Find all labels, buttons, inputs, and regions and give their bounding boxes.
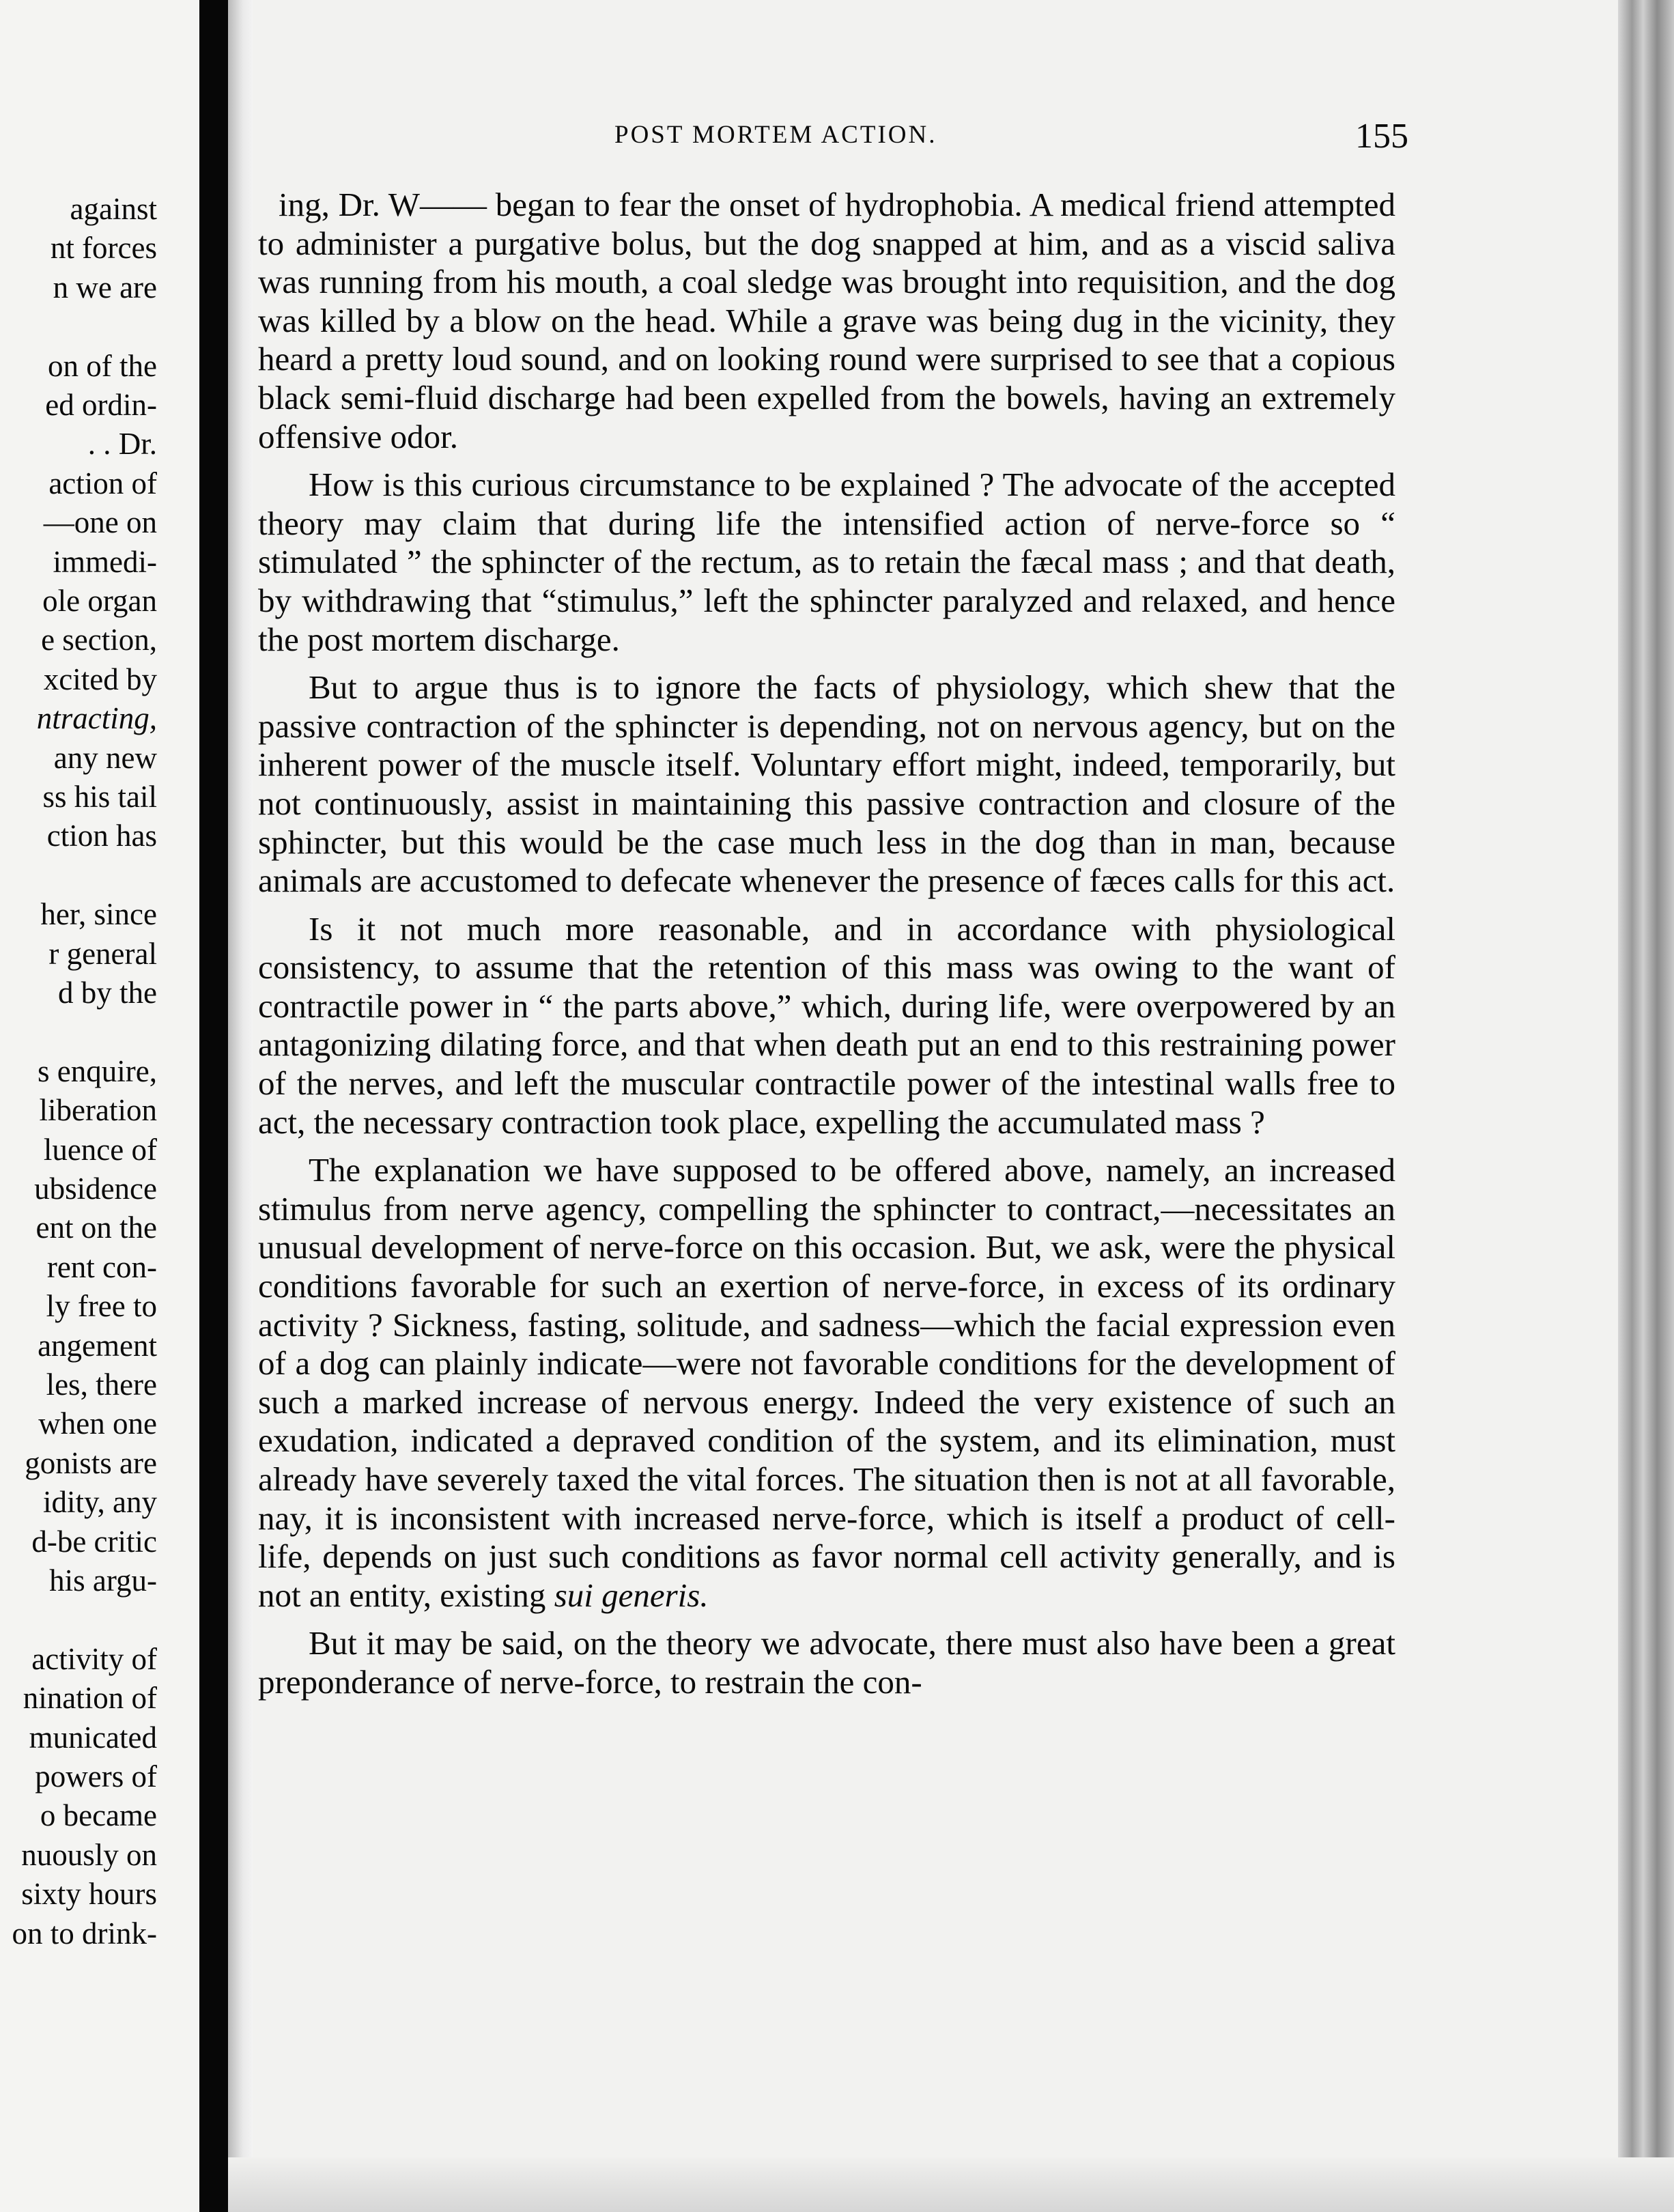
main-text-block — [258, 186, 1395, 1702]
left-page-line: activity of — [31, 1641, 157, 1676]
left-page-line: any new — [53, 740, 157, 775]
left-page-line: sixty hours — [21, 1877, 157, 1912]
book-spine — [199, 0, 228, 2212]
left-page-line: ction has — [46, 819, 157, 853]
left-page-line: r general — [48, 936, 157, 971]
paragraph-3: But to argue thus is to ignore the facts of physiology, which shew that the passive contraction of the sphincter is depending, not on nervous agency, but on the inherent power of the muscle itself. Voluntary effort might, indeed, temporarily, but not continuously, assist in maintaining this passive contraction and closure of the sphincter, but this would be the case much less in the dog than in man, because animals are accustomed to defecate whenever the presence of fæces calls for this act. — [258, 668, 1395, 900]
left-page-line: ly free to — [46, 1289, 157, 1324]
left-page-line: his argu- — [49, 1563, 157, 1598]
left-page-line: ss his tail — [42, 780, 157, 814]
left-page-line: gonists are — [25, 1445, 157, 1480]
left-page-line: ent on the — [36, 1210, 157, 1245]
left-page-line: xcited by — [43, 662, 157, 696]
left-page-line: liberation — [39, 1093, 157, 1128]
paragraph-5-italic-phrase: sui generis. — [554, 1576, 709, 1614]
left-page-line: angement — [38, 1328, 157, 1363]
left-page-line: d-be critic — [31, 1524, 157, 1559]
left-page-line: ntracting, — [36, 701, 157, 736]
paragraph-5-text: The explanation we have supposed to be offered above, namely, an increased stimulus from nerve agency, compelling the sphincter to contract,—necessitates an unusual development of nerve-force on this occasion. But, we ask, were the physical conditions favorable for such an exertion of nerve-force, in excess of its ordinary activity ? Sickness, fasting, solitude, and sadness—which the facial expression even of a dog can plainly indicate—were not favorable conditions for the development of such a marked increase of nervous energy. Indeed the very existence of such an exudation, indicated a depraved condition of the system, and its elimination, must already have severely taxed the vital forces. The situation then is not at all favorable, nay, it is inconsistent with increased nerve-force, which is itself a product of cell-life, depends on just such conditions as favor normal cell activity generally, and is not an entity, existing — [258, 1151, 1395, 1614]
left-page-fragment — [0, 0, 199, 2212]
left-page-line: nt forces — [50, 231, 157, 266]
left-page-line: nination of — [23, 1681, 157, 1716]
left-page-line: les, there — [46, 1367, 157, 1402]
left-page-line: on of the — [48, 348, 157, 383]
left-page-line: e section, — [41, 623, 157, 657]
left-page-line: rent con- — [46, 1249, 157, 1284]
paragraph-1: ing, Dr. W—— began to fear the onset of hydrophobia. A medical friend attempted to administer a purgative bolus, but the dog snapped at him, and as a viscid saliva was running from his mouth, a coal sledge was brought into requisition, and the dog was killed by a blow on the head. While a grave was being dug in the vicinity, they heard a pretty loud sound, and on looking round were surprised to see that a copious black semi-fluid discharge had been expelled from the bowels, having an extremely offensive odor. — [258, 186, 1395, 455]
paragraph-5 — [258, 1151, 1395, 1615]
paragraph-6: But it may be said, on the theory we advocate, there must also have been a great preponderance of nerve-force, to restrain the con- — [258, 1624, 1395, 1701]
left-page-line: ubsidence — [34, 1172, 157, 1206]
left-page-line: d by the — [58, 976, 157, 1010]
left-page-line: —one on — [43, 505, 157, 540]
gutter-shadow — [228, 0, 253, 2212]
left-page-line: ole organ — [42, 584, 157, 618]
left-page-line: ed ordin- — [45, 388, 157, 422]
left-page-line: on to drink- — [12, 1916, 157, 1951]
left-page-line: nuously on — [21, 1837, 157, 1872]
page-number: 155 — [1355, 117, 1408, 156]
page-edge-stack — [1618, 0, 1674, 2212]
left-page-line: powers of — [35, 1759, 157, 1793]
running-title: POST MORTEM ACTION. — [614, 121, 937, 149]
left-page-line: her, since — [40, 897, 157, 932]
left-page-line: against — [70, 192, 157, 226]
paragraph-2: How is this curious circumstance to be explained ? The advocate of the accepted theory may claim that during life the intensified action of nerve-force so “ stimulated ” the sphincter of the rectum, as to retain the fæcal mass ; and that death, by withdrawing that “stimulus,” left the sphincter paralyzed and relaxed, and hence the post mortem discharge. — [258, 466, 1395, 658]
paragraph-4: Is it not much more reasonable, and in accordance with physiological consistency, to assume that the retention of this mass was owing to the want of contractile power in “ the parts above,” which, during life, were overpowered by an antagonizing dilating force, and that when death put an end to this restraining power of the nerves, and left the muscular contractile power of the intestinal walls free to act, the necessary contraction took place, expelling the accumulated mass ? — [258, 909, 1395, 1141]
left-page-line: n we are — [53, 270, 157, 304]
left-page-line: when one — [38, 1406, 157, 1441]
left-page-line: s enquire, — [38, 1053, 157, 1088]
left-page-line: idity, any — [42, 1485, 157, 1520]
left-page-line: . . Dr. — [87, 427, 157, 462]
left-page-line: luence of — [43, 1132, 157, 1167]
left-page-line: action of — [48, 466, 157, 500]
left-page-line: municated — [29, 1720, 157, 1755]
page-bottom-edge — [228, 2157, 1674, 2212]
left-page-line: immedi- — [53, 544, 157, 579]
left-page-line: o became — [40, 1798, 157, 1833]
